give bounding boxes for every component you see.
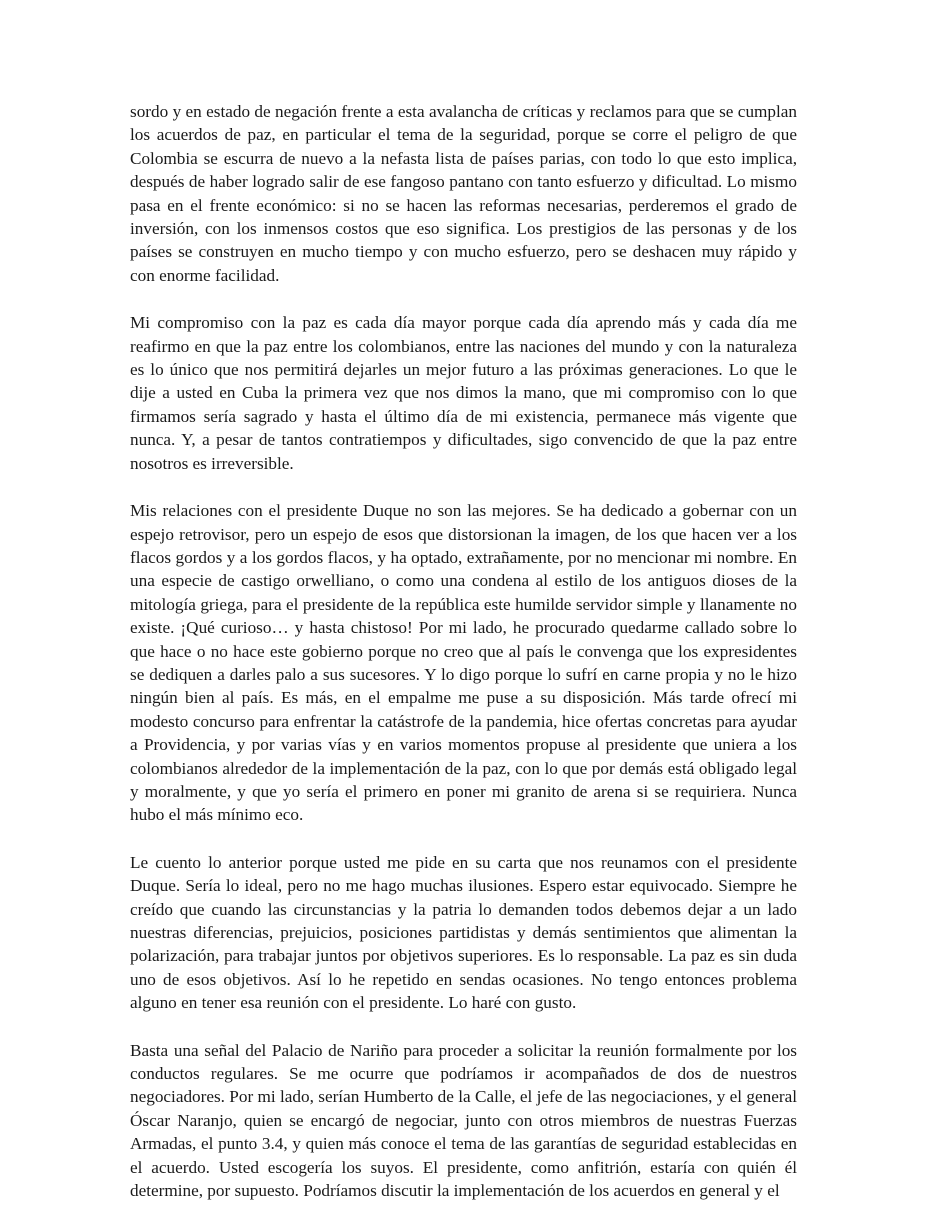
paragraph-1: sordo y en estado de negación frente a esta avalancha de críticas y reclamos para que se cumplan los acuerdos de paz, en particular el tema de la seguridad, porque se corre el peligro de que Colombia se escurra de nuevo a la nefasta lista de países parias, con todo lo que esto implica, después de haber logrado salir de ese fangoso pantano con tanto esfuerzo y dificultad. Lo mismo pasa en el frente económico: si no se hacen las reformas necesarias, perderemos el grado de inversión, con los inmensos costos que eso significa. Los prestigios de las personas y de los países se construyen en mucho tiempo y con mucho esfuerzo, pero se deshacen muy rápido y con enorme facilidad. bbox=[130, 102, 797, 285]
letter-body bbox=[130, 100, 797, 1226]
paragraph-5: Basta una señal del Palacio de Nariño para proceder a solicitar la reunión formalmente por los conductos regulares. Se me ocurre que podríamos ir acompañados de dos de nuestros negociadores. Por mi lado, serían Humberto de la Calle, el jefe de las negociaciones, y el general Óscar Naranjo, quien se encargó de negociar, junto con otros miembros de nuestras Fuerzas Armadas, el punto 3.4, y quien más conoce el tema de las garantías de seguridad establecidas en el acuerdo. Usted escogería los suyos. El presidente, como anfitrión, estaría con quién él determine, por supuesto. Podríamos discutir la implementación de los acuerdos en general y el bbox=[130, 1040, 797, 1201]
paragraph-3: Mis relaciones con el presidente Duque no son las mejores. Se ha dedicado a gobernar con un espejo retrovisor, pero un espejo de esos que distorsionan la imagen, de los que hacen ver a los flacos gordos y a los gordos flacos, y ha optado, extrañamente, por no mencionar mi nombre. En una especie de castigo orwelliano, o como una condena al estilo de los antiguos dioses de la mitología griega, para el presidente de la república este humilde servidor simple y llanamente no existe. ¡Qué curioso… y hasta chistoso! Por mi lado, he procurado quedarme callado sobre lo que hace o no hace este gobierno porque no creo que al país le convenga que los expresidentes se dediquen a darles palo a sus sucesores. Y lo digo porque lo sufrí en carne propia y no le hizo ningún bien al país. Es más, en el empalme me puse a su disposición. Más tarde ofrecí mi modesto concurso para enfrentar la catástrofe de la pandemia, hice ofertas concretas para ayudar a Providencia, y por varias vías y en varios momentos propuse al presidente que uniera a los colombianos alrededor de la implementación de la paz, con lo que por demás está obligado legal y moralmente, y que yo sería el primero en poner mi granito de arena si se requiriera. Nunca hubo el más mínimo eco. bbox=[130, 501, 797, 825]
paragraph-2: Mi compromiso con la paz es cada día mayor porque cada día aprendo más y cada día me reafirmo en que la paz entre los colombianos, entre las naciones del mundo y con la naturaleza es lo único que nos permitirá dejarles un mejor futuro a las próximas generaciones. Lo que le dije a usted en Cuba la primera vez que nos dimos la mano, que mi compromiso con lo que firmamos sería sagrado y hasta el último día de mi existencia, permanece más vigente que nunca. Y, a pesar de tantos contratiempos y dificultades, sigo convencido de que la paz entre nosotros es irreversible. bbox=[130, 313, 797, 473]
paragraph-4: Le cuento lo anterior porque usted me pide en su carta que nos reunamos con el presidente Duque. Sería lo ideal, pero no me hago muchas ilusiones. Espero estar equivocado. Siempre he creído que cuando las circunstancias y la patria lo demanden todos debemos dejar a un lado nuestras diferencias, prejuicios, posiciones partidistas y demás sentimientos que alimentan la polarización, para trabajar juntos por objetivos superiores. Es lo responsable. La paz es sin duda uno de esos objetivos. Así lo he repetido en sendas ocasiones. No tengo entonces problema alguno en tener esa reunión con el presidente. Lo haré con gusto. bbox=[130, 852, 797, 1013]
